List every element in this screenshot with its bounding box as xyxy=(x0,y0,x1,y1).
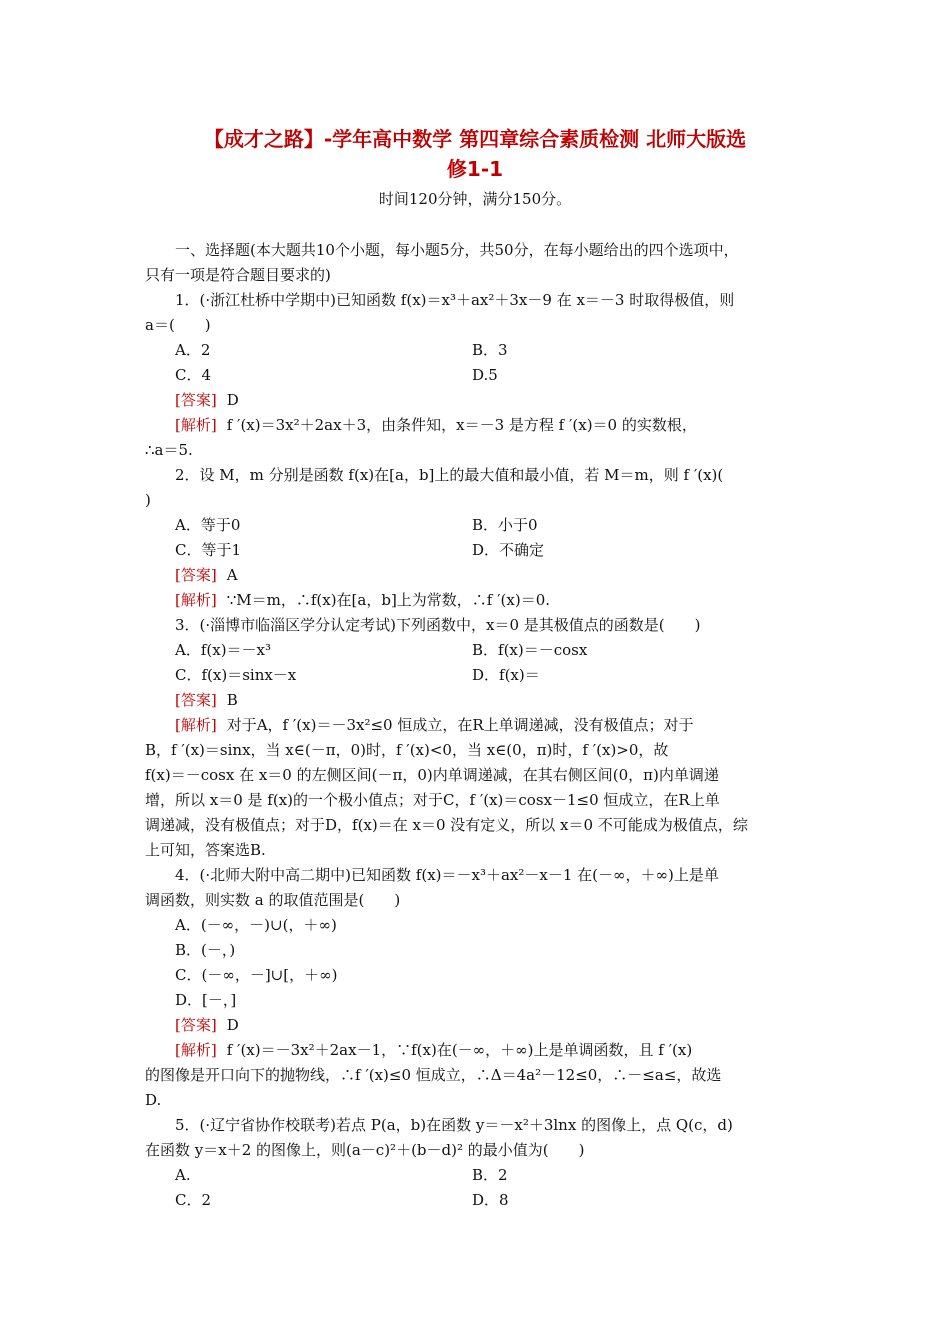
q5-stem: 5．(·辽宁省协作校联考)若点 P(a，b)在函数 y＝－x²＋3lnx 的图像上，点 Q(c，d) xyxy=(175,1116,733,1134)
analysis-label: [解析] xyxy=(175,416,217,434)
answer-label: [答案] xyxy=(175,566,217,584)
analysis-label: [解析] xyxy=(175,1041,217,1059)
q4-analysis-cont: 的图像是开口向下的抛物线，∴f ′(x)≤0 恒成立，∴Δ＝4a²－12≤0，∴－≤a≤，故选 xyxy=(145,1066,722,1084)
q4-option-b: B．(－，) xyxy=(175,941,236,959)
q4-option-d: D．[－，] xyxy=(175,991,237,1009)
q2-analysis xyxy=(145,588,835,613)
q4-option-a: A．(－∞，－)∪(，＋∞) xyxy=(175,916,337,934)
answer-label: [答案] xyxy=(175,1016,217,1034)
exam-time-info: 时间120分钟，满分150分。 xyxy=(378,190,572,208)
q1-option-d: D.5 xyxy=(472,366,498,384)
q3-analysis-cont: B，f ′(x)＝sinx，当 x∈(－π，0)时，f ′(x)<0，当 x∈(0，π)时，f ′(x)>0，故 xyxy=(145,741,669,759)
q3-analysis-cont: 上可知，答案选B. xyxy=(145,841,266,859)
analysis-label: [解析] xyxy=(175,716,217,734)
q1-option-b: B．3 xyxy=(472,341,508,359)
q2-answer-value: A xyxy=(226,566,238,584)
q2-option-d: D．不确定 xyxy=(472,541,545,559)
q3-analysis xyxy=(145,713,835,738)
q3-analysis-cont: 调递减，没有极值点；对于D，f(x)＝在 x＝0 没有定义，所以 x＝0 不可能成为极值点，综 xyxy=(145,816,748,834)
q3-analysis-cont: 增，所以 x＝0 是 f(x)的一个极小值点；对于C，f ′(x)＝cosx－1≤0 恒成立，在R上单 xyxy=(145,791,720,809)
q2-option-b: B．小于0 xyxy=(472,516,538,534)
q3-option-c: C．f(x)＝sinx－x xyxy=(175,666,297,684)
q2-analysis-text: ∵M＝m，∴f(x)在[a，b]上为常数，∴f ′(x)＝0. xyxy=(226,591,551,609)
q3-analysis-cont: f(x)＝－cosx 在 x＝0 的左侧区间(－π，0)内单调递减，在其右侧区间(0，π)内单调递 xyxy=(145,766,719,784)
document-title-line1: 【成才之路】-学年高中数学 第四章综合素质检测 北师大版选 xyxy=(203,127,747,151)
q4-stem-cont: 调函数，则实数 a 的取值范围是( ) xyxy=(145,891,401,909)
q4-answer xyxy=(145,1013,835,1038)
q1-answer-value: D xyxy=(226,391,239,409)
q2-answer xyxy=(145,563,835,588)
q2-option-a: A．等于0 xyxy=(175,516,241,534)
q3-stem: 3．(·淄博市临淄区学分认定考试)下列函数中，x＝0 是其极值点的函数是( ) xyxy=(175,616,701,634)
q3-answer-value: B xyxy=(226,691,238,709)
q5-option-b: B．2 xyxy=(472,1166,508,1184)
q2-option-c: C．等于1 xyxy=(175,541,242,559)
q3-option-b: B．f(x)＝－cosx xyxy=(472,641,588,659)
q4-stem: 4．(·北师大附中高二期中)已知函数 f(x)＝－x³＋ax²－x－1 在(－∞，＋∞)上是单 xyxy=(175,866,719,884)
q1-answer xyxy=(145,388,835,413)
q1-stem-cont: a＝( ) xyxy=(145,316,211,334)
section-header: 一、选择题(本大题共10个小题，每小题5分，共50分，在每小题给出的四个选项中， xyxy=(175,241,739,259)
q5-option-d: D．8 xyxy=(472,1191,509,1209)
q1-analysis xyxy=(145,413,835,438)
q3-analysis-text: 对于A，f ′(x)＝－3x²≤0 恒成立，在R上单调递减，没有极值点；对于 xyxy=(226,716,694,734)
q5-option-a: A. xyxy=(175,1166,191,1184)
q1-option-c: C．4 xyxy=(175,366,212,384)
q1-analysis-cont: ∴a＝5. xyxy=(145,441,193,459)
q1-option-a: A．2 xyxy=(175,341,211,359)
answer-label: [答案] xyxy=(175,691,217,709)
q5-option-c: C．2 xyxy=(175,1191,212,1209)
q3-option-d: D．f(x)＝ xyxy=(472,666,540,684)
q2-stem-cont: ) xyxy=(145,491,151,509)
q4-answer-value: D xyxy=(226,1016,239,1034)
q1-stem: 1．(·浙江杜桥中学期中)已知函数 f(x)＝x³＋ax²＋3x－9 在 x＝－3 时取得极值，则 xyxy=(175,291,735,309)
q3-answer xyxy=(145,688,835,713)
q1-analysis-text: f ′(x)＝3x²＋2ax＋3，由条件知，x＝－3 是方程 f ′(x)＝0 的实数根， xyxy=(226,416,697,434)
q2-stem: 2．设 M，m 分别是函数 f(x)在[a，b]上的最大值和最小值，若 M＝m，则 f ′(x)( xyxy=(175,466,724,484)
q4-analysis-text: f ′(x)＝－3x²＋2ax－1，∵f(x)在(－∞，＋∞)上是单调函数，且 f ′(x) xyxy=(226,1041,693,1059)
answer-label: [答案] xyxy=(175,391,217,409)
analysis-label: [解析] xyxy=(175,591,217,609)
q3-option-a: A．f(x)＝－x³ xyxy=(175,641,272,659)
document-title-line2: 修1-1 xyxy=(446,157,504,181)
section-header-cont: 只有一项是符合题目要求的) xyxy=(145,266,331,284)
q4-option-c: C．(－∞，－]∪[，＋∞) xyxy=(175,966,338,984)
q5-stem-cont: 在函数 y＝x＋2 的图像上，则(a－c)²＋(b－d)² 的最小值为( ) xyxy=(145,1141,585,1159)
q4-analysis-cont: D. xyxy=(145,1091,162,1109)
q4-analysis xyxy=(145,1038,835,1063)
